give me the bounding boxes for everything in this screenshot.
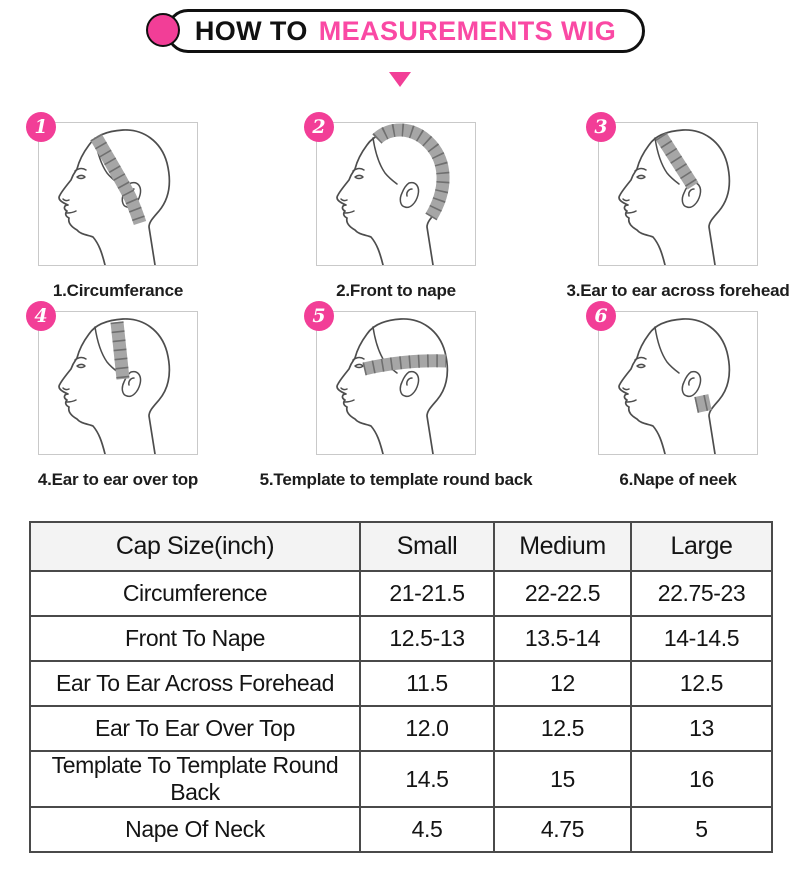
row-label: Nape Of Neck [30, 807, 360, 852]
head-diagram-4-svg [39, 312, 197, 454]
title-measurements-wig: MEASUREMENTS WIG [318, 15, 617, 46]
value-large: 5 [631, 807, 772, 852]
table-header-row [30, 522, 772, 571]
diagram-caption-3: 3.Ear to ear across forehead [566, 281, 790, 300]
value-medium: 13.5-14 [494, 616, 631, 661]
diagram-caption-5: 5.Template to template round back [259, 470, 533, 489]
cap-size-table [29, 521, 773, 853]
diagram-nape-of-neck [556, 304, 800, 490]
column-header-medium: Medium [494, 522, 631, 571]
value-small: 14.5 [360, 751, 494, 807]
value-large: 14-14.5 [631, 616, 772, 661]
diagram-box-4 [34, 304, 198, 455]
step-badge-4: 4 [26, 301, 56, 331]
diagram-circumference [0, 115, 236, 301]
diagram-box-6 [594, 304, 758, 455]
diagram-template-round-back [236, 304, 556, 490]
column-header-large: Large [631, 522, 772, 571]
down-arrow-icon [389, 72, 411, 87]
diagram-box-5 [312, 304, 476, 455]
table-row [30, 571, 772, 616]
value-medium: 22-22.5 [494, 571, 631, 616]
row-label: Circumference [30, 571, 360, 616]
head-diagram-2-svg [317, 123, 475, 265]
diagram-ear-to-ear-over-top [0, 304, 236, 490]
table-row [30, 616, 772, 661]
value-medium: 12 [494, 661, 631, 706]
row-label: Ear To Ear Over Top [30, 706, 360, 751]
value-small: 21-21.5 [360, 571, 494, 616]
diagram-caption-6: 6.Nape of neek [619, 470, 737, 489]
diagram-caption-4: 4.Ear to ear over top [37, 470, 199, 489]
diagram-ear-to-ear-forehead [556, 115, 800, 301]
head-diagram-6-svg [599, 312, 757, 454]
diagram-caption-1: 1.Circumferance [52, 281, 184, 300]
row-label: Template To Template Round Back [30, 751, 360, 807]
title-pill [166, 9, 645, 53]
diagram-caption-2: 2.Front to nape [336, 281, 456, 300]
value-small: 12.0 [360, 706, 494, 751]
pink-dot-icon [146, 13, 180, 47]
table-row [30, 706, 772, 751]
column-header-cap-size: Cap Size(inch) [30, 522, 360, 571]
diagram-box-1 [34, 115, 198, 266]
table-row [30, 751, 772, 807]
step-badge-5: 5 [304, 301, 334, 331]
step-badge-1: 1 [26, 112, 56, 142]
value-medium: 15 [494, 751, 631, 807]
diagram-box-3 [594, 115, 758, 266]
head-diagram-5-svg [317, 312, 475, 454]
value-large: 22.75-23 [631, 571, 772, 616]
step-badge-2: 2 [304, 112, 334, 142]
value-small: 4.5 [360, 807, 494, 852]
value-medium: 12.5 [494, 706, 631, 751]
header-banner [0, 0, 800, 62]
title-how-to: HOW TO [194, 15, 308, 46]
head-diagram-1-svg [39, 123, 197, 265]
value-small: 11.5 [360, 661, 494, 706]
table-row [30, 661, 772, 706]
value-large: 12.5 [631, 661, 772, 706]
column-header-small: Small [360, 522, 494, 571]
value-small: 12.5-13 [360, 616, 494, 661]
step-badge-6: 6 [586, 301, 616, 331]
diagram-front-to-nape [236, 115, 556, 301]
step-badge-3: 3 [586, 112, 616, 142]
table-row [30, 807, 772, 852]
head-diagram-3-svg [599, 123, 757, 265]
row-label: Front To Nape [30, 616, 360, 661]
measurement-diagrams [0, 115, 800, 490]
value-medium: 4.75 [494, 807, 631, 852]
diagram-box-2 [312, 115, 476, 266]
value-large: 16 [631, 751, 772, 807]
row-label: Ear To Ear Across Forehead [30, 661, 360, 706]
value-large: 13 [631, 706, 772, 751]
